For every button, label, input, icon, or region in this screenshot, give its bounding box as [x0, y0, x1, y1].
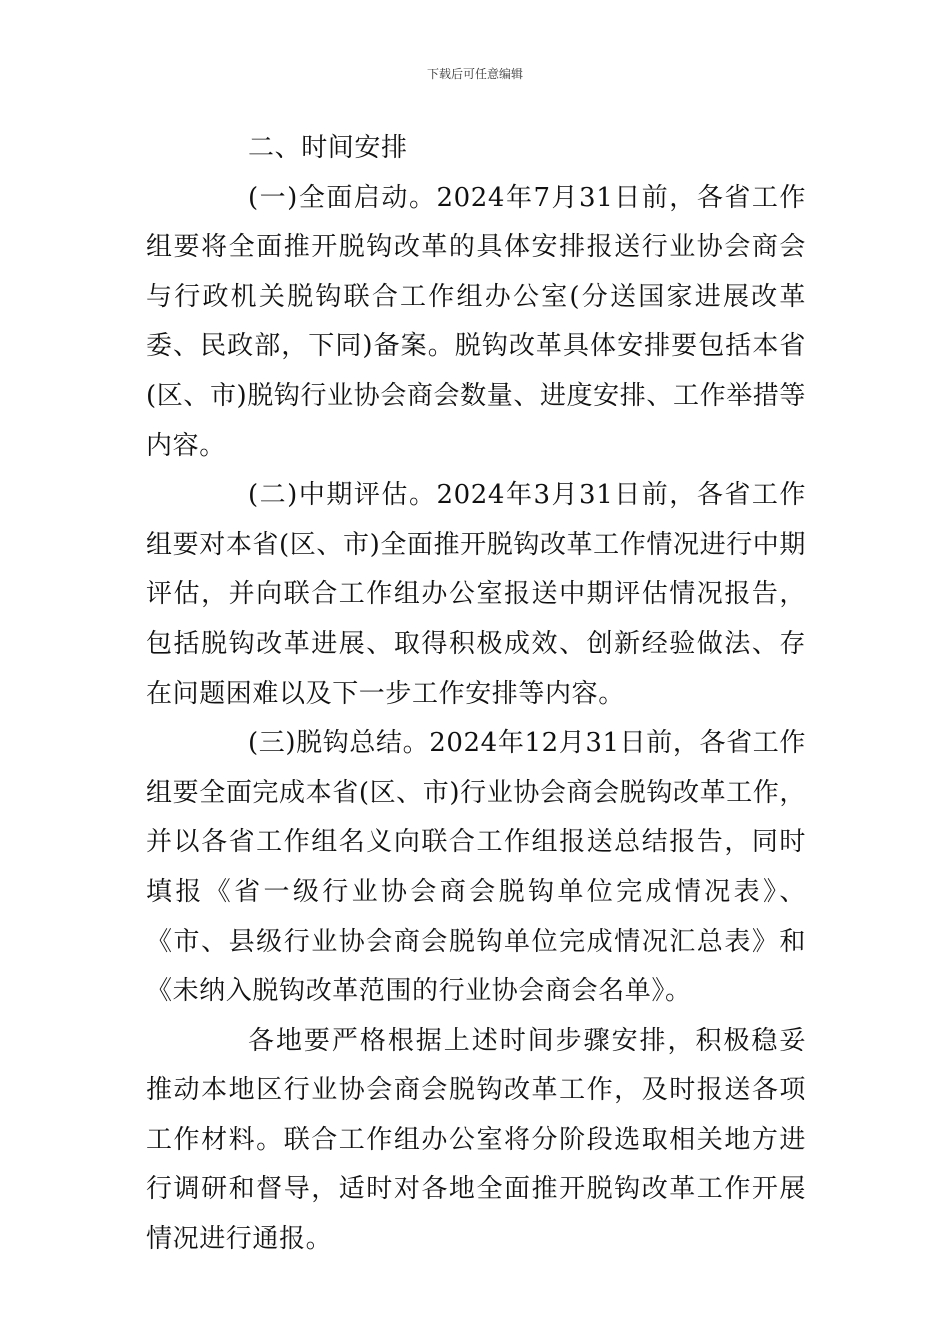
paragraph-launch: (一)全面启动。2024年7月31日前，各省工作组要将全面推开脱钩改革的具体安排报送行业协会商会与行政机关脱钩联合工作组办公室(分送国家进展改革委、民政部，下同)备案。脱钩改革具体安排要包括本省(区、市)脱钩行业协会商会数量、进度安排、工作举措等内容。 [146, 182, 806, 461]
section-title: 二、时间安排 [248, 133, 408, 163]
paragraph-summary: (三)脱钩总结。2024年12月31日前，各省工作组要全面完成本省(区、市)行业协会商会脱钩改革工作，并以各省工作组名义向联合工作组报送总结报告，同时填报《省一级行业协会商会脱钩单位完成情况表》、《市、县级行业协会商会脱钩单位完成情况汇总表》和《未纳入脱钩改革范围的行业协会商会名单》。 [146, 728, 806, 1007]
paragraph-requirements: 各地要严格根据上述时间步骤安排，积极稳妥推动本地区行业协会商会脱钩改革工作，及时报送各项工作材料。联合工作组办公室将分阶段选取相关地方进行调研和督导，适时对各地全面推开脱钩改革工作开展情况进行通报。 [146, 1025, 806, 1255]
paragraph-midterm-review: (二)中期评估。2024年3月31日前，各省工作组要对本省(区、市)全面推开脱钩改革工作情况进行中期评估，并向联合工作组办公室报送中期评估情况报告，包括脱钩改革进展、取得积极成效、创新经验做法、存在问题困难以及下一步工作安排等内容。 [146, 480, 806, 709]
document-body [146, 124, 806, 1265]
page-header-note: 下载后可任意编辑 [426, 67, 523, 81]
